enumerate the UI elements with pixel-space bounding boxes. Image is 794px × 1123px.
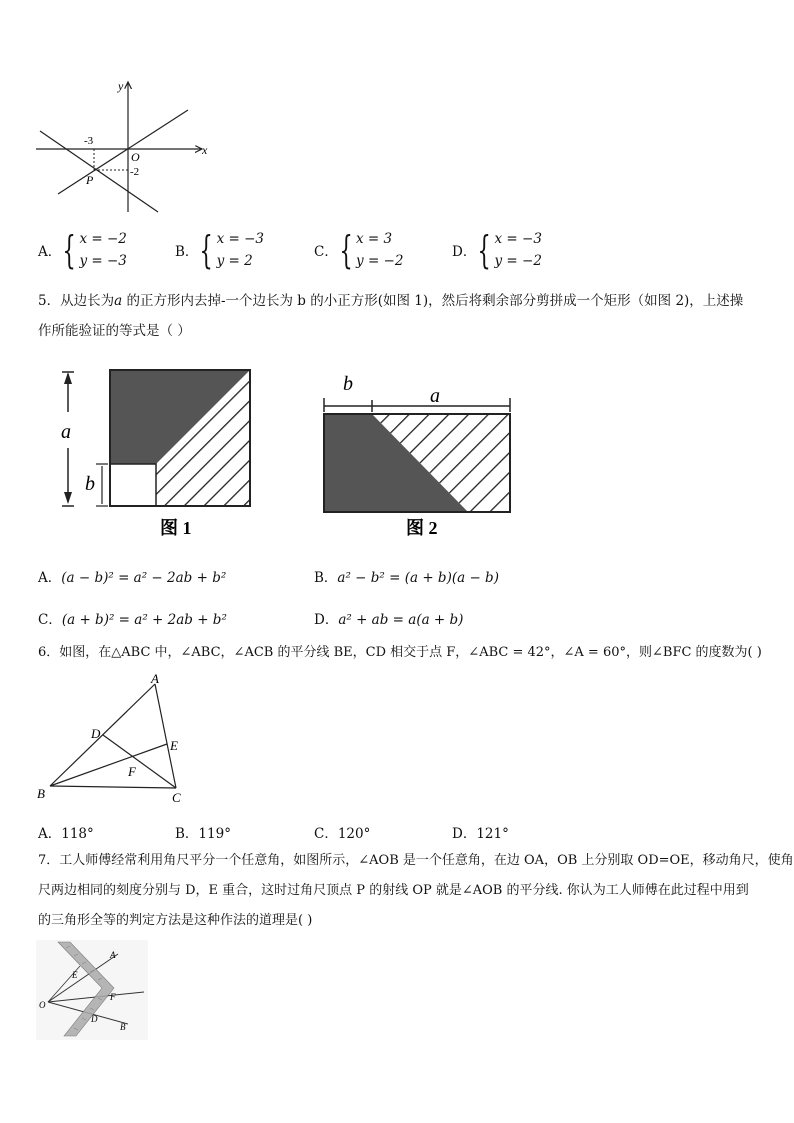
side-ac [155,684,176,788]
label-e: E [170,738,178,753]
q5-question-line2: 作所能验证的等式是（ ） [38,323,191,339]
label-b: B [37,786,45,801]
q7-question-line3: 的三角形全等的判定方法是这种作法的道理是( ) [38,913,313,928]
y-tick-label: -2 [130,166,140,178]
label-c: C [172,790,181,805]
fig2-caption: 图 2 [406,518,438,538]
q5-figure-1 [50,362,265,540]
fig1-a-label: a [61,421,71,443]
q6-question: 6．如图，在△ABC 中，∠ABC，∠ACB 的平分线 BE，CD 相交于点 F，∠ABC = 42°，∠A = 60°，则∠BFC 的度数为( ) [38,645,762,660]
q4-option-b[interactable]: B． { x = −3 y = 2 [175,228,265,272]
fig2-b-label: b [343,373,353,395]
label-b: B [120,1022,126,1032]
fig1-caption: 图 1 [160,518,192,538]
label-a: A [110,950,116,960]
q6-option-b[interactable]: B．119° [175,826,231,842]
q4-option-d[interactable]: D． { x = −3 y = −2 [452,228,542,272]
label-a: A [151,672,159,686]
label-o: O [39,1000,46,1010]
fig2-a-label: a [430,385,440,407]
label-d: D [91,726,101,741]
q7-question-line2: 尺两边相同的刻度分别与 D，E 重合，这时过角尺顶点 P 的射线 OP 就是∠AOB 的平分线. 你认为工人师傅在此过程中用到 [38,883,749,898]
side-bc [50,786,176,788]
q5-option-d[interactable]: D．a² + ab = a(a + b) [314,612,464,628]
x-tick-label: -3 [84,135,94,147]
y-axis-label: y [118,79,124,93]
label-e: E [72,970,78,980]
label-f: F [110,992,116,1002]
bisector-cd [103,735,176,788]
side-ab [50,684,155,786]
q5-option-b[interactable]: B．a² − b² = (a + b)(a − b) [314,570,499,586]
line-2 [58,110,188,194]
q5-figure-2 [318,366,518,540]
label-d: D [91,1014,98,1024]
q6-triangle-figure [30,672,200,810]
q5-question-line1: 5．从边长为a 的正方形内去掉-一个边长为 b 的小正方形(如图 1)，然后将剩余部分剪拼成一个矩形（如图 2)，上述操 [38,293,744,309]
x-axis-label: x [202,143,208,157]
small-square [110,464,156,506]
point-p-label: P [86,173,94,187]
origin-label: O [131,150,140,164]
q6-option-d[interactable]: D．121° [452,826,509,842]
q5-option-c[interactable]: C．(a + b)² = a² + 2ab + b² [38,612,227,628]
line-1 [40,131,158,212]
q4-option-a[interactable]: A． { x = −2 y = −3 [38,228,127,272]
q7-question-line1: 7．工人师傅经常利用角尺平分一个任意角，如图所示，∠AOB 是一个任意角，在边 OA，OB 上分别取 OD=OE，移动角尺，使角 [38,853,794,868]
q4-option-c[interactable]: C． { x = 3 y = −2 [314,228,404,272]
q4-coordinate-graph [30,76,220,216]
fig1-b-label: b [85,473,95,495]
q6-option-a[interactable]: A．118° [38,826,94,842]
q6-option-c[interactable]: C．120° [314,826,371,842]
q7-angle-ruler-figure [36,940,148,1040]
q5-option-a[interactable]: A．(a − b)² = a² − 2ab + b² [38,570,227,586]
bisector-be [50,744,167,786]
label-f: F [128,764,136,779]
